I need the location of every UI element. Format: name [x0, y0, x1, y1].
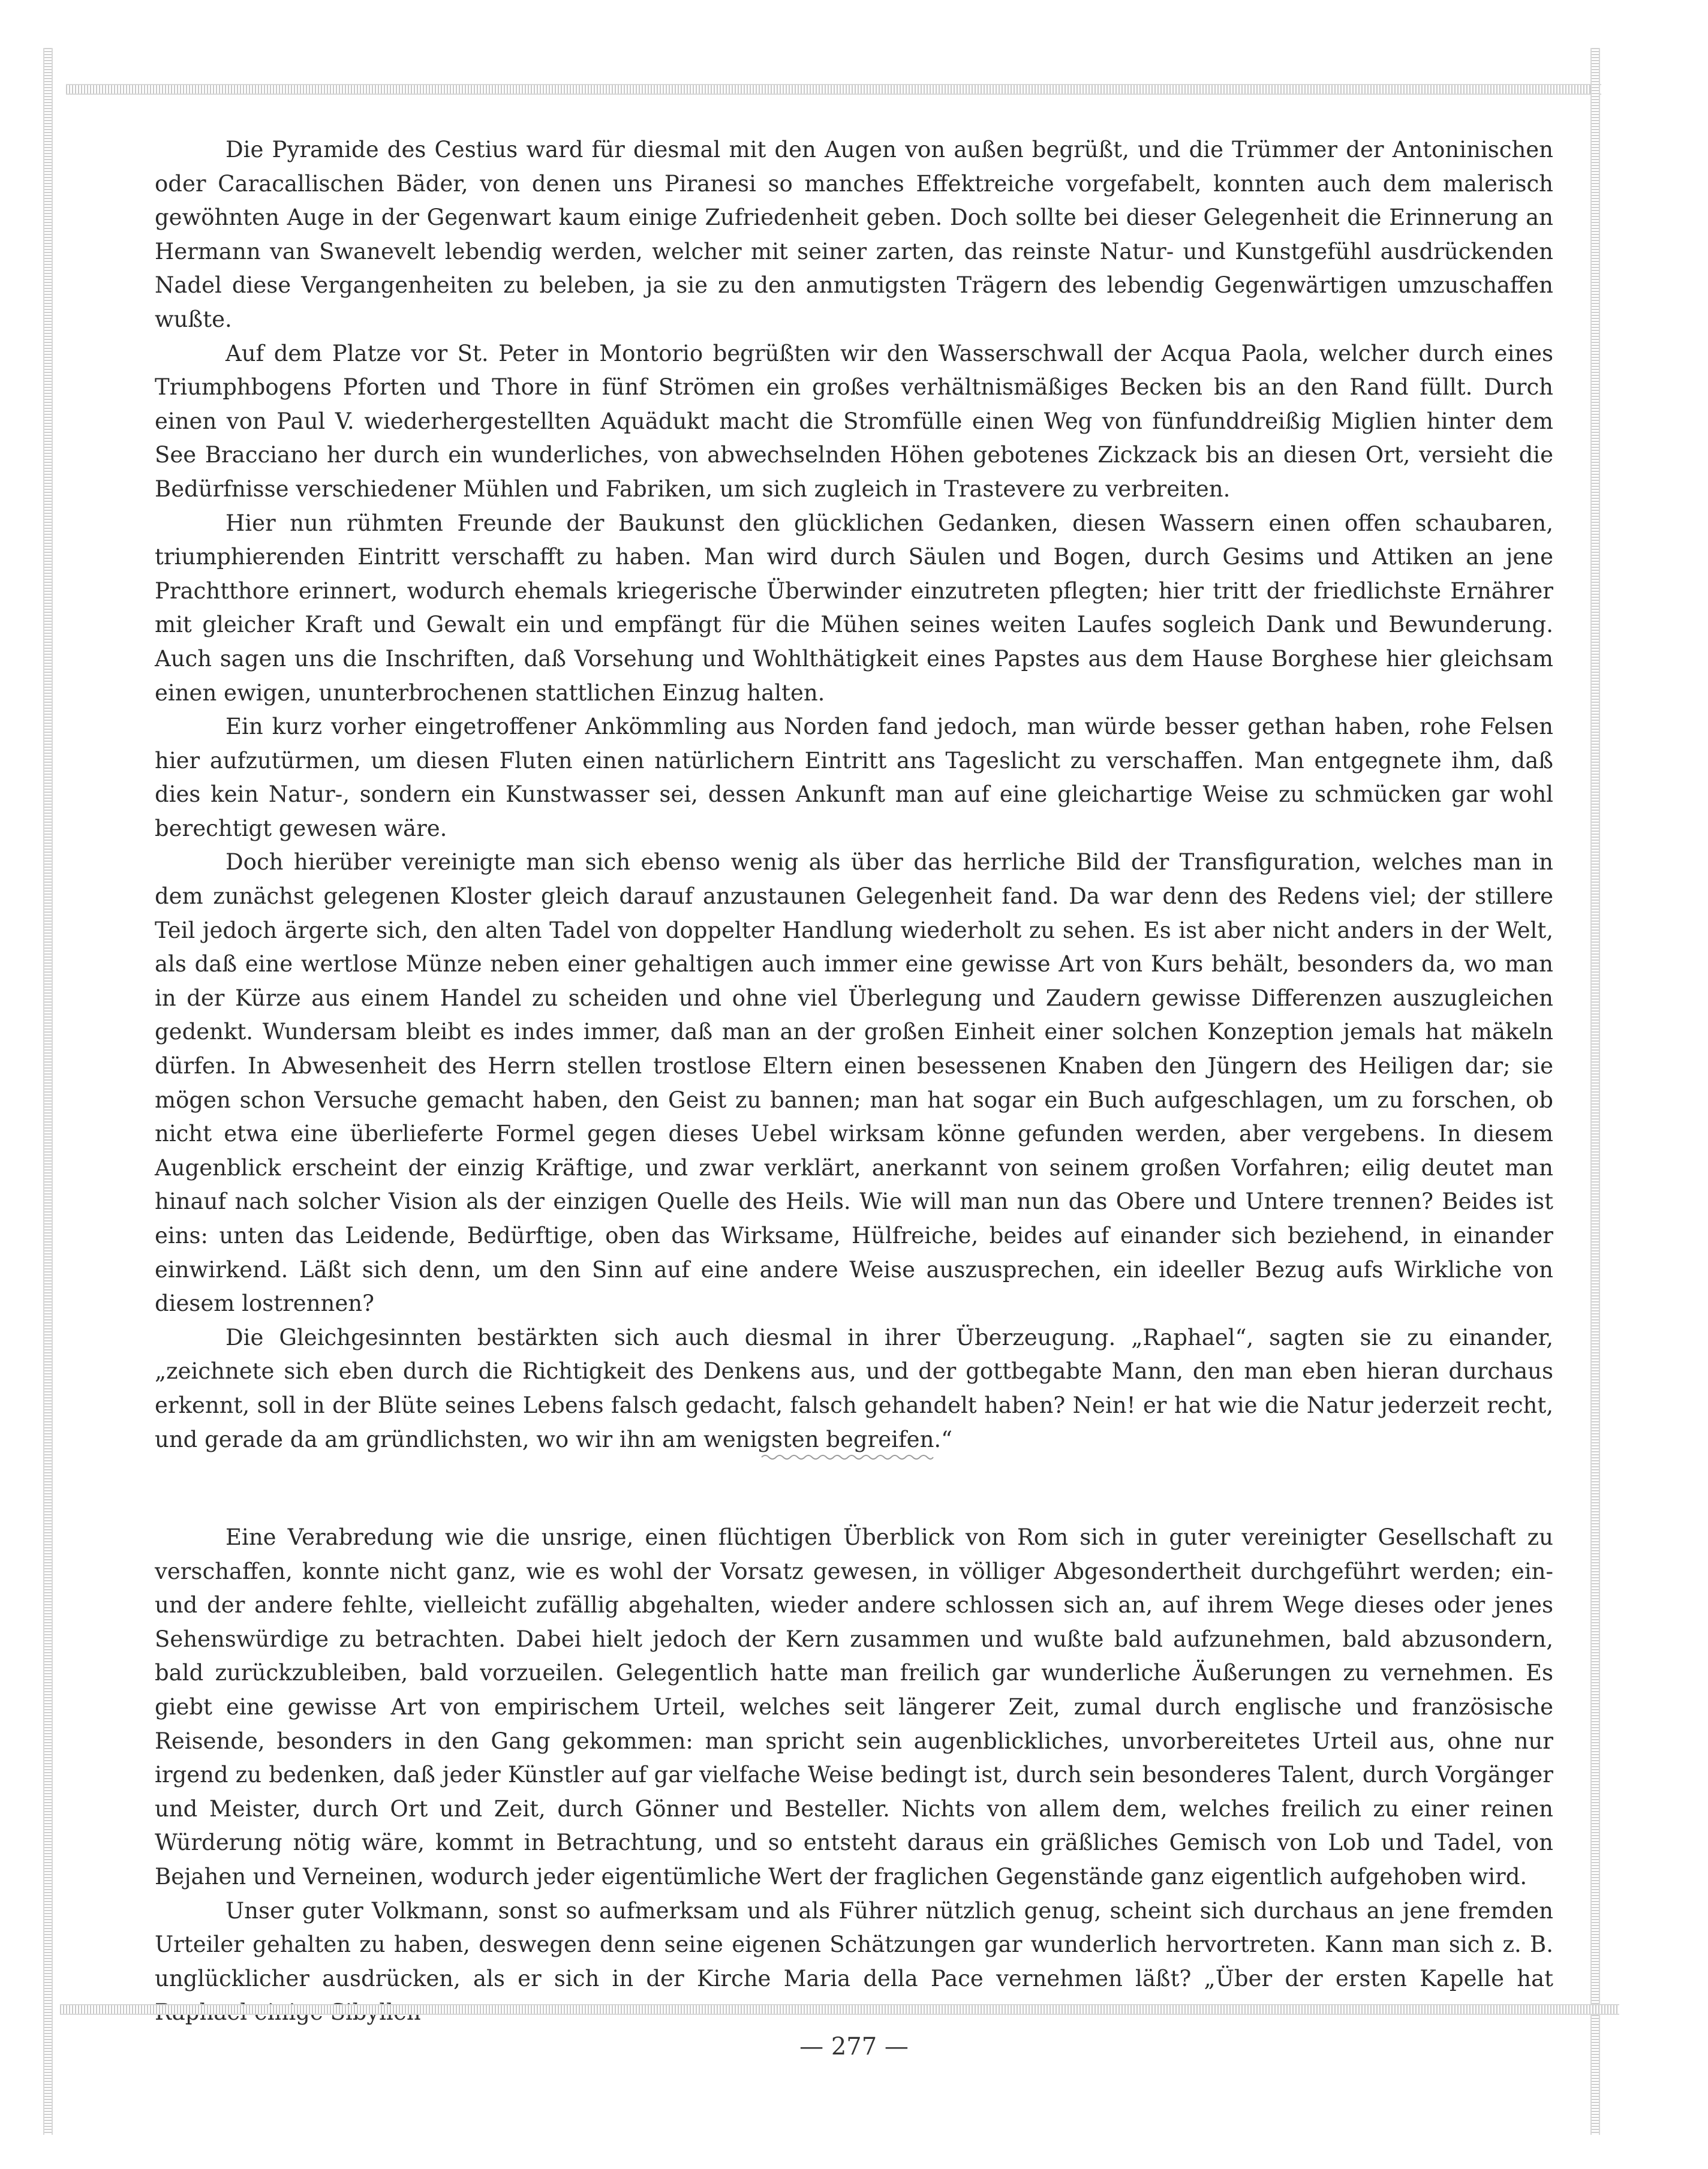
paragraph: Ein kurz vorher eingetroffener Ankömmling aus Norden fand jedoch, man würde besser gethan haben, rohe Felsen hier aufzutürmen, um diesen Fluten einen natürlichern Eintritt ans Tageslicht zu verschaffen. Man entgegnete ihm, daß dies kein Natur-, sondern ein Kunstwasser sei, dessen Ankunft man auf eine gleichartige Weise zu schmücken gar wohl berechtigt gewesen wäre.	[155, 714, 1553, 841]
paragraph: Die Pyramide des Cestius ward für diesmal mit den Augen von außen begrüßt, und die Trümmer der Antoninischen oder Caracallischen Bäder, von denen uns Piranesi so manches Effektreiche vorgefabelt, konnten auch dem malerisch gewöhnten Auge in der Gegenwart kaum einige Zufriedenheit geben. Doch sollte bei dieser Gelegenheit die Erinnerung an Hermann van Swanevelt lebendig werden, welcher mit seiner zarten, das reinste Natur- und Kunstgefühl ausdrückenden Nadel diese Vergangenheiten zu beleben, ja sie zu den anmutigsten Trägern des lebendig Gegenwärtigen umzuschaffen wußte.	[155, 137, 1553, 332]
section-divider-ornament	[760, 1451, 934, 1463]
bottom-border-rule	[60, 2004, 1619, 2015]
paragraph: Eine Verabredung wie die unsrige, einen flüchtigen Überblick von Rom sich in guter vereinigter Gesellschaft zu verschaffen, konnte nicht ganz, wie es wohl der Vorsatz gewesen, in völliger Abgesondertheit durchgeführt werden; ein- und der andere fehlte, vielleicht zufällig abgehalten, wieder andere schlossen sich an, auf ihrem Wege dieses oder jenes Sehenswürdige zu betrachten. Dabei hielt jedoch der Kern zusammen und wußte bald aufzunehmen, bald abzusondern, bald zurückzubleiben, bald vorzueilen. Gelegentlich hatte man freilich gar wunderliche Äußerungen zu vernehmen. Es giebt eine gewisse Art von empirischem Urteil, welches seit längerer Zeit, zumal durch englische und französische Reisende, besonders in den Gang gekommen: man spricht sein augenblickliches, unvorbereitetes Urteil aus, ohne nur irgend zu bedenken, daß jeder Künstler auf gar vielfache Weise bedingt ist, durch sein besonderes Talent, durch Vorgänger und Meister, durch Ort und Zeit, durch Gönner und Besteller. Nichts von allem dem, welches freilich zu einer reinen Würderung nötig wäre, kommt in Betrachtung, und so entsteht daraus ein gräßliches Gemisch von Lob und Tadel, von Bejahen und Verneinen, wodurch jeder eigentümliche Wert der fraglichen Gegenstände ganz eigentlich aufgehoben wird.	[155, 1524, 1553, 1890]
right-border-rule	[1590, 48, 1600, 2135]
paragraph: Unser guter Volkmann, sonst so aufmerksam und als Führer nützlich genug, scheint sich durchaus an jene fremden Urteiler gehalten zu haben, deswegen denn seine eigenen Schätzungen gar wunderlich hervortreten. Kann man sich z. B. unglücklicher ausdrücken, als er sich in der Kirche Maria della Pace vernehmen läßt? „Über der ersten Kapelle hat	[155, 1897, 1553, 1991]
top-border-rule	[66, 84, 1601, 95]
left-border-rule	[43, 48, 53, 2135]
text-section-top	[155, 133, 1553, 1457]
paragraph: Die Gleichgesinnten bestärkten sich auch diesmal in ihrer Überzeugung. „Raphael“, sagten sie zu einander, „zeichnete sich eben durch die Richtigkeit des Denkens aus, und der gottbegabte Mann, den man eben hieran durchaus erkennt, soll in der Blüte seines Lebens falsch gedacht, falsch gehandelt haben? Nein! er hat wie die Natur jederzeit recht, und gerade da am gründlichsten, wo wir ihn am wenigsten begreifen.“	[155, 1324, 1553, 1452]
paragraph: Hier nun rühmten Freunde der Baukunst den glücklichen Gedanken, diesen Wassern einen offen schaubaren, triumphierenden Eintritt verschafft zu haben. Man wird durch Säulen und Bogen, durch Gesims und Attiken an jene Prachtthore erinnert, wodurch ehemals kriegerische Überwinder einzutreten pflegten; hier tritt der friedlichste Ernährer mit gleicher Kraft und Gewalt ein und empfängt für die Mühen seines weiten Laufes sogleich Dank und Bewunderung. Auch sagen uns die Inschriften, daß Vorsehung und Wohlthätigkeit eines Papstes aus dem Hause Borghese hier gleichsam einen ewigen, ununterbrochenen stattlichen Einzug halten.	[155, 510, 1553, 706]
page-number: — 277 —	[799, 2033, 909, 2060]
paragraph: Doch hierüber vereinigte man sich ebenso wenig als über das herrliche Bild der Transfiguration, welches man in dem zunächst gelegenen Kloster gleich darauf anzustaunen Gelegenheit fand. Da war denn des Redens viel; der stillere Teil jedoch ärgerte sich, den alten Tadel von doppelter Handlung wiederholt zu sehen. Es ist aber nicht anders in der Welt, als daß eine wertlose Münze neben einer gehaltigen auch immer eine gewisse Art von Kurs behält, besonders da, wo man in der Kürze aus einem Handel zu scheiden und ohne viel Überlegung und Zaudern gewisse Differenzen auszugleichen gedenkt. Wundersam bleibt es indes immer, daß man an der großen Einheit einer solchen Konzeption jemals hat mäkeln dürfen. In Abwesenheit des Herrn stellen trostlose Eltern einen besessenen Knaben den Jüngern des Heiligen dar; sie mögen schon Versuche gemacht haben, den Geist zu bannen; man hat sogar ein Buch aufgeschlagen, um zu forschen, ob nicht etwa eine überlieferte Formel gegen dieses Uebel wirksam könne gefunden werden, aber vergebens. In diesem Augenblick erscheint der einzig Kräftige, und zwar verklärt, anerkannt von seinem großen Vorfahren; eilig deutet man hinauf nach solcher Vision als der einzigen Quelle des Heils. Wie will man nun das Obere und Untere trennen? Beides ist eins: unten das Leidende, Bedürftige, oben das Wirksame, Hülfreiche, beides auf einander sich beziehend, in einander einwirkend. Läßt sich denn, um den Sinn auf eine andere Weise auszusprechen, ein ideeller Bezug aufs Wirkliche von diesem lostrennen?	[155, 849, 1553, 1317]
paragraph: Auf dem Platze vor St. Peter in Montorio begrüßten wir den Wasserschwall der Acqua Paola, welcher durch eines Triumphbogens Pforten und Thore in fünf Strömen ein großes verhältnismäßiges Becken bis an den Rand füllt. Durch einen von Paul V. wiederhergestellten Aquädukt macht die Stromfülle einen Weg von fünfunddreißig Miglien hinter dem See Bracciano her durch ein wunderliches, von abwechselnden Höhen gebotenes Zickzack bis an diesen Ort, versieht die Bedürfnisse verschiedener Mühlen und Fabriken, um sich zugleich in Trastevere zu verbreiten.	[155, 340, 1553, 502]
text-section-bottom	[155, 1521, 1553, 2030]
